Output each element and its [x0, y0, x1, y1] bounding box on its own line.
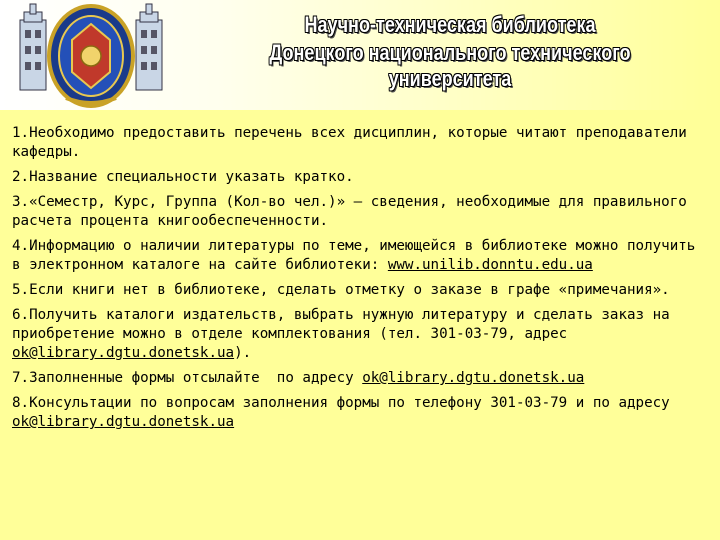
email-link[interactable]: ok@library.dgtu.donetsk.ua	[362, 370, 585, 386]
item-text: 1.Необходимо предоставить перечень всех дисциплин, которые читают преподаватели кафедры.	[12, 125, 687, 160]
university-emblem-icon	[6, 2, 176, 110]
list-item	[12, 237, 712, 275]
title-line-2: Донецкого национального технического университета	[269, 40, 631, 91]
title-line-1: Научно-техническая библиотека	[304, 12, 596, 37]
item-text: 5.Если книги нет в библиотеке, сделать отметку о заказе в графе «примечания».	[12, 282, 670, 298]
item-text: 7.Заполненные формы отсылайте по адресу	[12, 370, 363, 386]
item-suffix: ).	[234, 345, 252, 361]
central-shield-icon	[49, 6, 133, 106]
list-item	[12, 124, 712, 162]
instructions-list	[12, 124, 712, 438]
list-item	[12, 394, 712, 432]
list-item	[12, 281, 712, 300]
list-item	[12, 168, 712, 187]
list-item	[12, 193, 712, 231]
item-text: 4.Информацию о наличии литературы по теме, имеющейся в библиотеке можно получить в электронном каталоге на сайте библиотеки:	[12, 238, 696, 273]
left-tower-icon	[20, 4, 46, 90]
item-text: 6.Получить каталоги издательств, выбрать нужную литературу и сделать заказ на приобретение можно в отделе комплектования (тел. 301-03-79, адрес	[12, 307, 670, 342]
catalog-site-link[interactable]: www.unilib.donntu.edu.ua	[387, 257, 593, 273]
item-text: 3.«Семестр, Курс, Группа (Кол-во чел.)» – сведения, необходимые для правильного расчета процента книгообеспеченности.	[12, 194, 687, 229]
email-link[interactable]: ok@library.dgtu.donetsk.ua	[12, 345, 235, 361]
list-item	[12, 306, 712, 363]
item-text: 8.Консультации по вопросам заполнения формы по телефону 301-03-79 и по адресу	[12, 395, 670, 411]
email-link[interactable]: ok@library.dgtu.donetsk.ua	[12, 414, 235, 430]
right-tower-icon	[136, 4, 162, 90]
list-item	[12, 369, 712, 388]
item-text: 2.Название специальности указать кратко.	[12, 169, 354, 185]
page-title	[237, 12, 663, 92]
